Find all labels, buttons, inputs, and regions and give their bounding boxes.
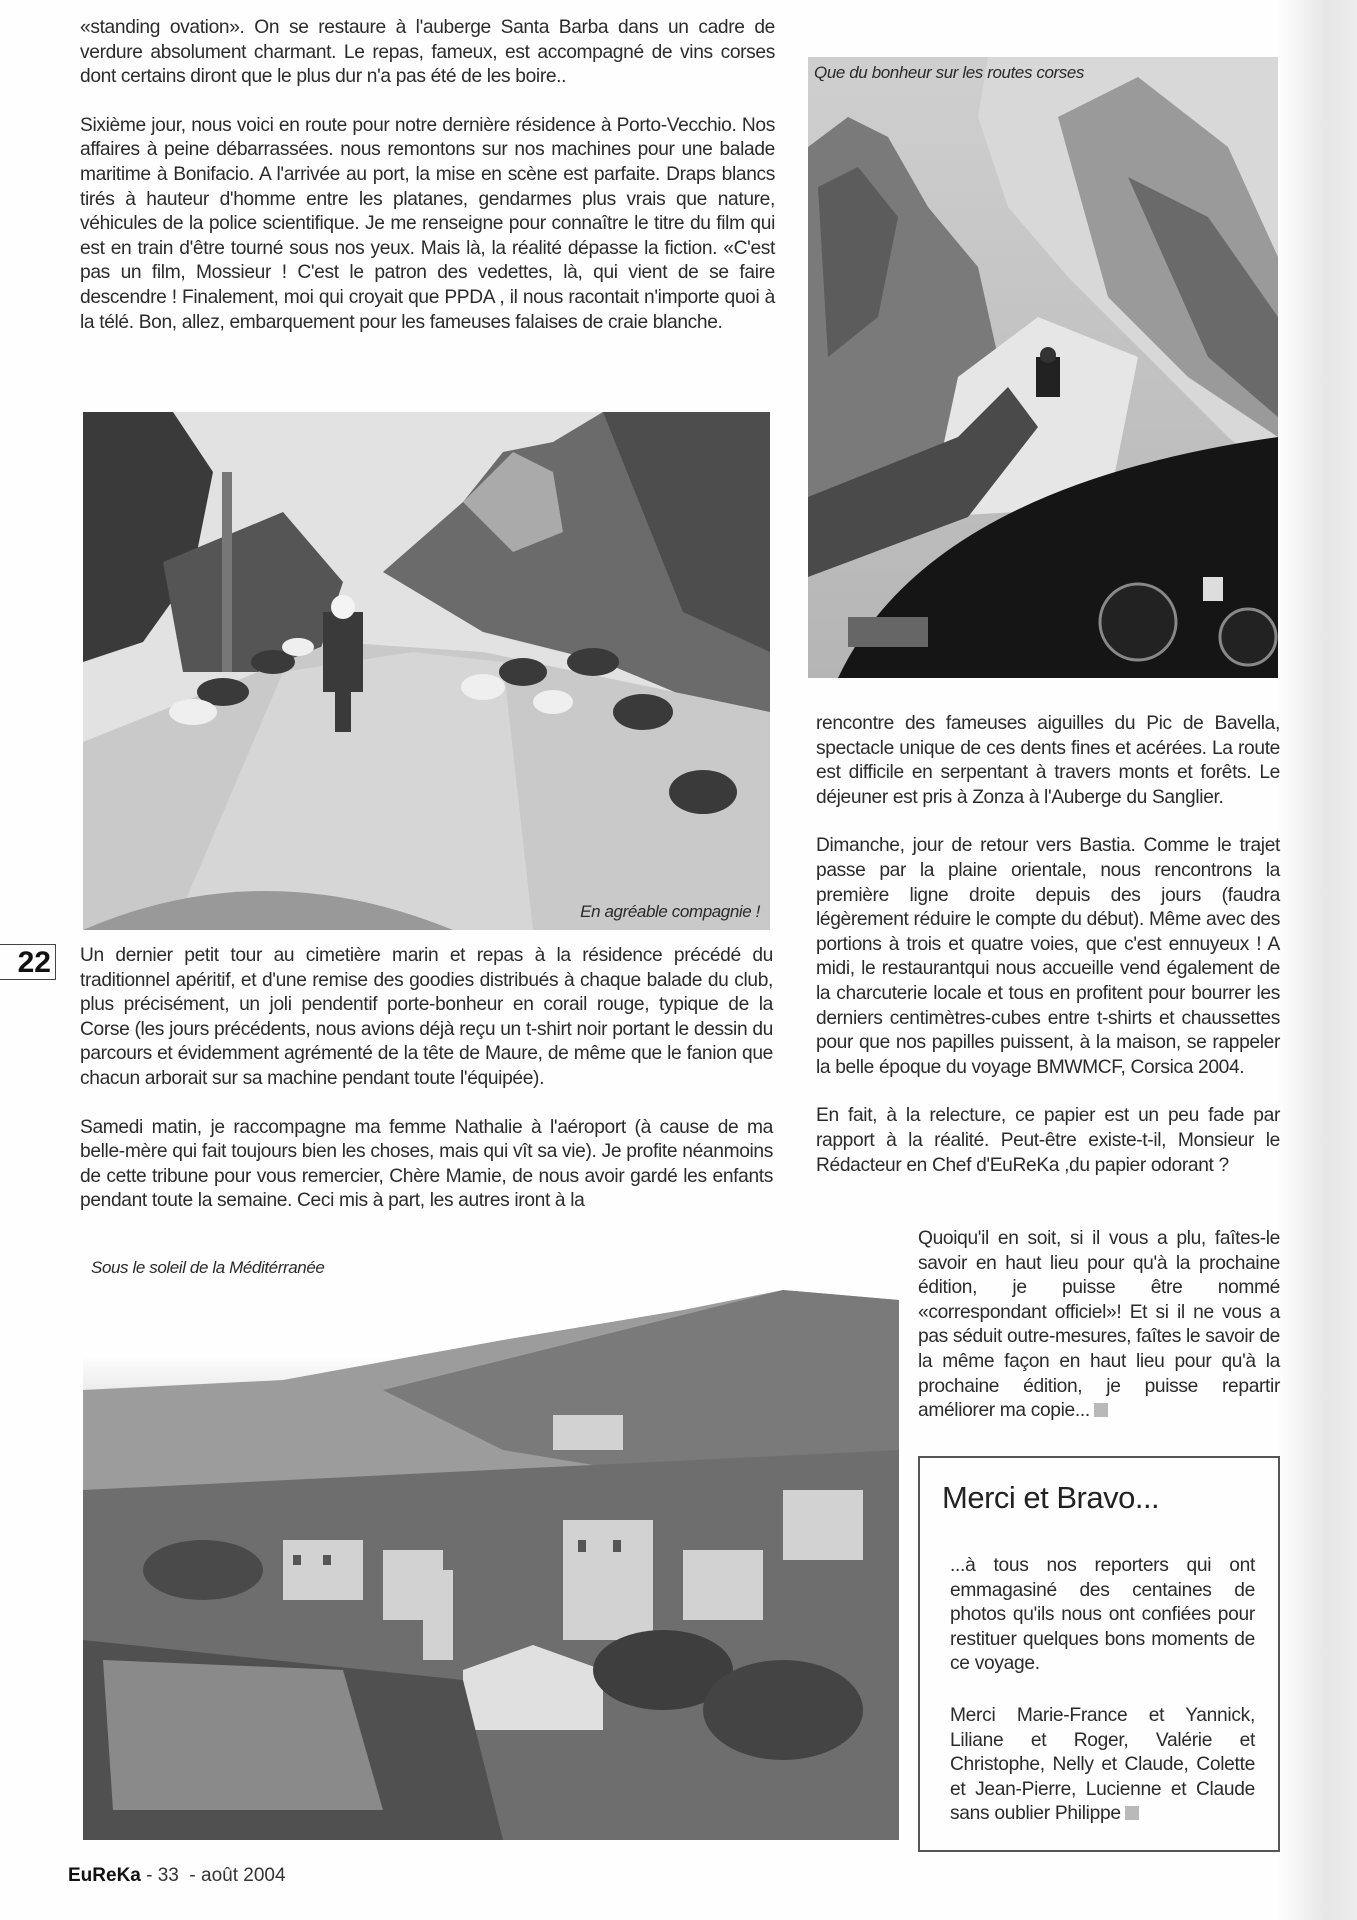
page-number: 22 (0, 944, 56, 980)
paragraph-text: Quoiqu'il en soit, si il vous a plu, faîtes-le savoir en haut lieu pour qu'à la prochaine édition, je puisse être nommé «correspondant officiel»! Et si il ne vous a pas séduit outre-mesures, faîtes le savoir de la même façon en haut lieu pour qu'à la prochaine édition, je puisse repartir améliorer ma copie... (918, 1228, 1280, 1422)
end-of-article-mark-icon (1094, 1403, 1108, 1417)
article-column-2-indented (918, 1227, 1280, 1424)
issue-info: - 33 - août 2004 (140, 1865, 286, 1886)
magazine-name: EuReKa (68, 1865, 141, 1886)
page-edge-shadow (1277, 0, 1357, 1920)
paragraph: Samedi matin, je raccompagne ma femme Nathalie à l'aéroport (à cause de ma belle-mère qui fait toujours bien les choses, mais qui vît sa vie). Je profite néanmoins de cette tribune pour vous remercier, Chère Mamie, de nous avoir gardé les enfants pendant toute la semaine. Ceci mis à part, les autres iront à la (80, 1116, 773, 1212)
photo-caption: Sous le soleil de la Méditérranée (91, 1258, 325, 1277)
thanks-box-paragraph-1: ...à tous nos reporters qui ont emmagasiné des centaines de photos qu'ils nous ont confiées pour restituer quelques bons moments de ce voyage. (950, 1555, 1255, 1675)
paragraph: rencontre des fameuses aiguilles du Pic de Bavella, spectacle unique de ces dents fines et acérées. La route est difficile en serpentant à travers monts et forêts. Le déjeuner est pris à Zonza à l'Auberge du Sanglier. (816, 713, 1280, 808)
article-column-1-bottom (80, 944, 773, 1214)
photo-caption: En agréable compagnie ! (580, 902, 760, 921)
article-column-2 (816, 712, 1280, 1178)
thanks-box-title: Merci et Bravo... (942, 1480, 1160, 1515)
end-of-article-mark-icon (1125, 1806, 1139, 1820)
paragraph: Un dernier petit tour au cimetière marin et repas à la résidence précédé du traditionnel apéritif, et d'une remise des goodies distribués à chaque balade du club, plus précisément, un joli pendentif porte-bonheur en corail rouge, typique de la Corse (les jours précédents, nous avions déjà reçu un t-shirt noir portant le dessin du parcours et évidemment agrémenté de la tête de Maure, de même que le fanion que chacun arborait sur sa machine pendant toute l'équipée). (80, 945, 773, 1089)
paragraph: Sixième jour, nous voici en route pour notre dernière résidence à Porto-Vecchio. Nos affaires à peine débarrassées. nous remontons sur nos machines pour une balade maritime à Bonifacio. A l'arrivée au port, la mise en scène est parfaite. Draps blancs tirés à hauteur d'homme entre les platanes, gendarmes plus vrais que nature, véhicules de la police scientifique. Je me renseigne pour connaître le titre du film qui est en train d'être tourné sous nos yeux. Mais là, la réalité dépasse la fiction. «C'est pas un film, Mossieur ! C'est le patron des vedettes, là, qui vient de se faire descendre ! Finalement, moi qui croyait que PPDA , il nous racontait n'importe quoi à la télé. Bon, allez, embarquement pour les fameuses falaises de craie blanche. (80, 114, 775, 333)
photo-village (83, 1250, 899, 1840)
paragraph: «standing ovation». On se restaure à l'auberge Santa Barba dans un cadre de verdure absolument charmant. Le repas, fameux, est accompagné de vins corses dont certains diront que le plus dur n'a pas été de les boire.. (80, 17, 775, 88)
paragraph (918, 1227, 1280, 1424)
village-image (83, 1250, 899, 1840)
paragraph: Dimanche, jour de retour vers Bastia. Comme le trajet passe par la plaine orientale, nous rencontrons la première ligne droite depuis des jours (faudra légèrement réduire le compte du début). Même avec des portions à trois et quatre voies, que c'est ennuyeux ! A midi, le restaurantqui nous accueille vend également de la charcuterie locale et tous en profitent pour bourrer les derniers centimètres-cubes entre t-shirts et chaussettes pour que nos papilles puissent, à la maison, se rappeler la belle époque du voyage BMWMCF, Corsica 2004. (816, 835, 1280, 1078)
thanks-names: Merci Marie-France et Yannick, Liliane et Roger, Valérie et Christophe, Nelly et Claude, Colette et Jean-Pierre, Lucienne et Claude sans oublier Philippe (950, 1705, 1255, 1825)
thanks-box (918, 1456, 1280, 1852)
thanks-box-paragraph-2 (950, 1704, 1255, 1827)
page-footer (68, 1865, 286, 1887)
mountain-road-image (808, 57, 1278, 678)
article-column-1-top (80, 16, 775, 335)
paragraph: En fait, à la relecture, ce papier est un peu fade par rapport à la réalité. Peut-être existe-t-il, Monsieur le Rédacteur en Chef d'EuReKa ,du papier odorant ? (816, 1105, 1280, 1176)
goats-road-image (83, 412, 770, 930)
photo-caption: Que du bonheur sur les routes corses (814, 63, 1085, 82)
photo-goats (83, 412, 770, 930)
photo-mountain-road (808, 57, 1278, 678)
